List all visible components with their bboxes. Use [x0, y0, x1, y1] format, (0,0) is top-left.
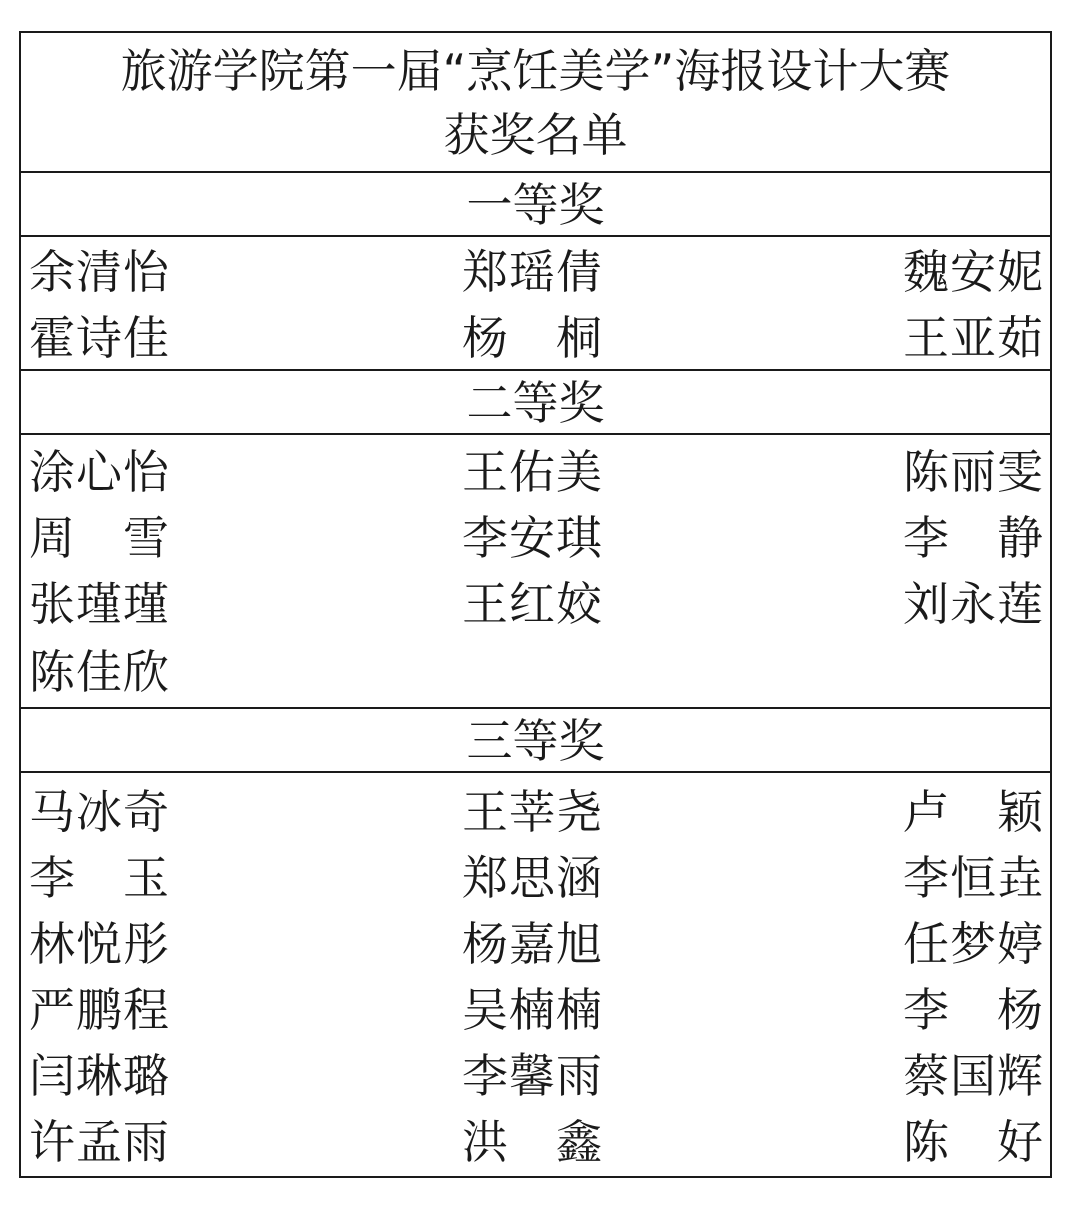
list-row [21, 1109, 1050, 1175]
winner-name: 严鹏程 [29, 983, 170, 1037]
winner-name: 李 玉 [29, 851, 170, 905]
list-row [21, 845, 1050, 911]
winner-name: 陈佳欣 [29, 645, 170, 699]
winner-name: 霍诗佳 [29, 311, 170, 365]
winner-name: 卢 颖 [903, 785, 1044, 839]
winner-name: 吴楠楠 [462, 983, 603, 1037]
winner-name: 林悦彤 [29, 917, 170, 971]
winner-name: 余清怡 [29, 245, 170, 299]
winner-name: 任梦婷 [903, 917, 1044, 971]
winner-name: 张瑾瑾 [29, 577, 170, 631]
winner-name: 王红姣 [462, 577, 603, 631]
winner-name: 许孟雨 [29, 1115, 170, 1169]
winner-name: 王亚茹 [903, 311, 1044, 365]
section-heading-second-prize: 二等奖 [21, 371, 1050, 435]
winner-name: 洪 鑫 [462, 1115, 603, 1169]
list-row [21, 911, 1050, 977]
list-row [21, 505, 1050, 571]
list-row [21, 305, 1050, 371]
list-row [21, 439, 1050, 505]
winner-name: 李安琪 [462, 511, 603, 565]
winner-name: 陈 好 [903, 1115, 1044, 1169]
winner-name: 涂心怡 [29, 445, 170, 499]
list-row [21, 639, 1050, 705]
document-title: 旅游学院第一届“烹饪美学”海报设计大赛 [120, 44, 951, 98]
winner-name: 李 杨 [903, 983, 1044, 1037]
list-row [21, 571, 1050, 637]
section-second-prize [21, 435, 1050, 709]
award-list-table [19, 31, 1052, 1178]
winner-name: 李馨雨 [462, 1049, 603, 1103]
winner-name: 郑瑶倩 [462, 245, 603, 299]
list-row [21, 779, 1050, 845]
winner-name: 闫琳璐 [29, 1049, 170, 1103]
section-third-prize [21, 773, 1050, 1176]
winner-name: 周 雪 [29, 511, 170, 565]
title-block [21, 33, 1050, 173]
section-heading-first-prize: 一等奖 [21, 173, 1050, 237]
winner-name: 马冰奇 [29, 785, 170, 839]
winner-name: 李恒垚 [903, 851, 1044, 905]
list-row [21, 239, 1050, 305]
winner-name: 杨 桐 [462, 311, 603, 365]
winner-name: 李 静 [903, 511, 1044, 565]
winner-name: 杨嘉旭 [462, 917, 603, 971]
winner-name: 魏安妮 [903, 245, 1044, 299]
winner-name: 陈丽雯 [903, 445, 1044, 499]
section-first-prize [21, 237, 1050, 371]
list-row [21, 1043, 1050, 1109]
winner-name: 郑思涵 [462, 851, 603, 905]
winner-name: 王莘尧 [462, 785, 603, 839]
winner-name: 王佑美 [462, 445, 603, 499]
document-subtitle: 获奖名单 [443, 108, 628, 162]
winner-name: 刘永莲 [903, 577, 1044, 631]
winner-name: 蔡国辉 [903, 1049, 1044, 1103]
section-heading-third-prize: 三等奖 [21, 709, 1050, 773]
list-row [21, 977, 1050, 1043]
